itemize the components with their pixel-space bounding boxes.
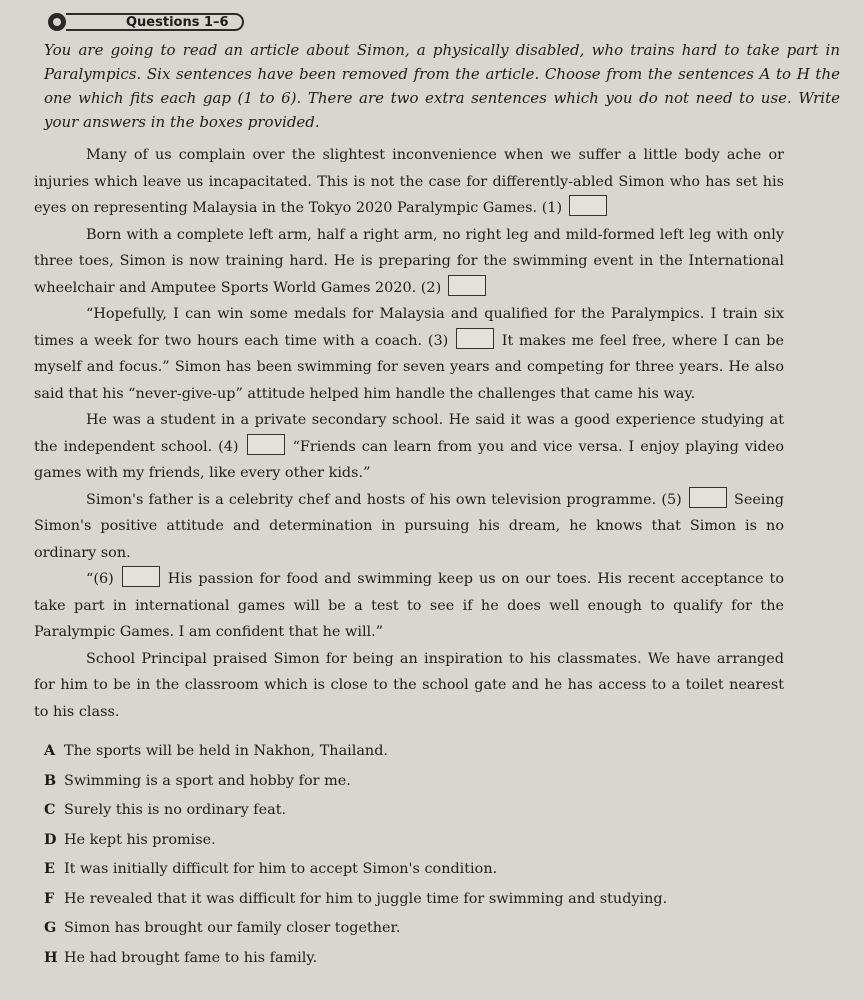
- instructions-text: You are going to read an article about Simon, a physically disabled, who trains hard to take part in Paralympics. Six sentences have been removed from the article. Choose from the sentences A to H the one which fits each gap (1 to 6). There are two extra sentences which you do not need to use. Write your answers in the boxes provided.: [44, 41, 840, 131]
- paragraph-text: “Hopefully, I can win some medals for Malaysia and qualified for the Paralympics. I train six times a week for two hours each time with a coach. (3): [34, 306, 784, 349]
- option-text: It was initially difficult for him to accept Simon's condition.: [64, 861, 498, 877]
- circle-bullet-icon: [48, 13, 66, 31]
- article-paragraph-1: [34, 142, 784, 222]
- section-title: Questions 1–6: [66, 13, 244, 31]
- option-item: [44, 884, 804, 914]
- option-item: [44, 736, 804, 766]
- option-letter: H: [44, 948, 58, 966]
- paragraph-text: “Friends can learn from you and vice versa. I enjoy playing video games with my friends, like every other kids.”: [34, 438, 785, 481]
- paragraph-text: His passion for food and swimming keep us on our toes. His recent acceptance to take part in international games will be a test to see if he does well enough to qualify for the Paralympic Games. I am confident that he will.”: [34, 571, 784, 640]
- answer-box-6[interactable]: [122, 566, 160, 587]
- option-text: Simon has brought our family closer together.: [64, 920, 401, 936]
- paragraph-text: Simon's father is a celebrity chef and hosts of his own television programme. (5): [86, 491, 682, 508]
- option-item: [44, 766, 804, 796]
- article-paragraph-6: [34, 566, 784, 646]
- paragraph-text: It makes me feel free, where I can be myself and focus.” Simon has been swimming for seven years and competing for three years. He also said that his “never-give-up” attitude helped him handle the challenges that came his way.: [34, 332, 785, 402]
- option-item: [44, 795, 804, 825]
- article-paragraph-3: [34, 301, 784, 407]
- option-text: Surely this is no ordinary feat.: [64, 802, 287, 818]
- answer-box-1[interactable]: [569, 195, 607, 216]
- option-letter: E: [44, 860, 55, 877]
- option-text: He kept his promise.: [64, 831, 216, 848]
- option-item: [44, 854, 804, 884]
- paragraph-text: School Principal praised Simon for being an inspiration to his classmates. We have arranged for him to be in the classroom which is close to the school gate and he has access to a toilet nearest to his class.: [34, 650, 784, 720]
- article-paragraph-2: [34, 222, 784, 302]
- option-text: The sports will be held in Nakhon, Thailand.: [64, 743, 388, 759]
- article-paragraph-4: [34, 407, 784, 487]
- option-letter: D: [44, 830, 57, 848]
- option-text: He revealed that it was difficult for him to juggle time for swimming and studying.: [64, 890, 668, 907]
- article-paragraph-7: [34, 646, 784, 726]
- option-letter: C: [44, 801, 56, 818]
- article-paragraph-5: [34, 487, 784, 567]
- answer-box-4[interactable]: [247, 434, 285, 455]
- option-letter: F: [44, 889, 55, 907]
- option-letter: A: [44, 742, 56, 759]
- answer-options-list: [44, 736, 804, 972]
- option-item: [44, 913, 804, 943]
- paragraph-text: Many of us complain over the slightest inconvenience when we suffer a little body ache or injuries which leave us incapacitated. This is not the case for differently-abled Simon who has set his eyes on representing Malaysia in the Tokyo 2020 Paralympic Games. (1): [34, 147, 784, 216]
- option-item: [44, 943, 804, 973]
- article-body: [34, 142, 784, 725]
- answer-box-2[interactable]: [448, 275, 486, 296]
- option-item: [44, 825, 804, 855]
- option-letter: B: [44, 771, 57, 789]
- answer-box-5[interactable]: [689, 487, 727, 508]
- paragraph-text: Born with a complete left arm, half a right arm, no right leg and mild-formed left leg with only three toes, Simon is now training hard. He is preparing for the swimming event in the International wheelchair and Amputee Sports World Games 2020. (2): [34, 226, 784, 296]
- option-text: Swimming is a sport and hobby for me.: [64, 772, 351, 789]
- paragraph-text: “(6): [86, 571, 114, 587]
- paragraph-text: He was a student in a private secondary school. He said it was a good experience studying at the independent school. (4): [34, 412, 784, 455]
- option-text: He had brought fame to his family.: [64, 949, 318, 966]
- answer-box-3[interactable]: [456, 328, 494, 349]
- paragraph-text: Seeing Simon's positive attitude and determination in pursuing his dream, he knows that Simon is no ordinary son.: [34, 491, 785, 561]
- option-letter: G: [44, 919, 57, 936]
